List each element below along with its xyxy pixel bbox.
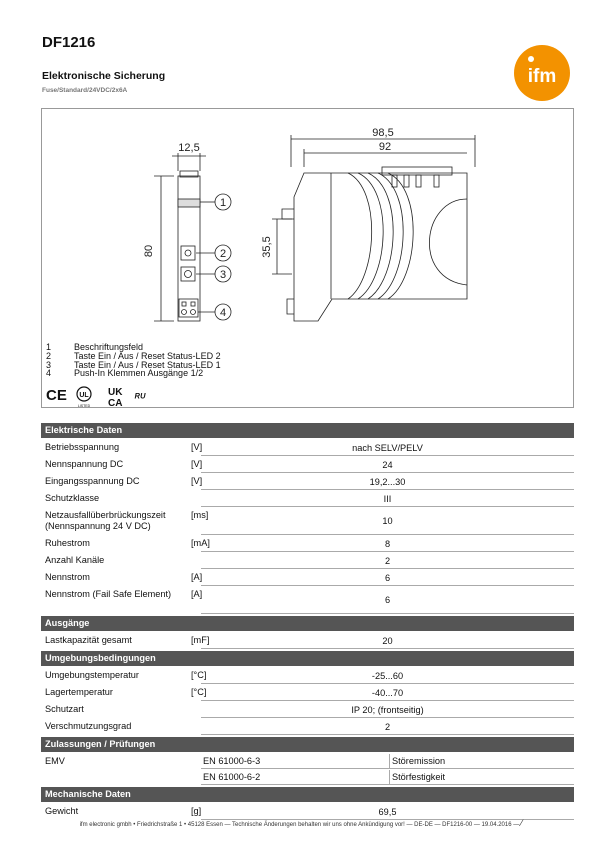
spec-value: -25...60: [201, 668, 574, 684]
spec-label: Umgebungstemperatur: [45, 670, 139, 680]
table-row: [41, 570, 574, 586]
spec-unit: [V]: [191, 459, 203, 469]
section-header-ambient: Umgebungsbedingungen: [41, 651, 574, 666]
spec-value: 10: [201, 508, 574, 535]
spec-label: Nennspannung DC: [45, 459, 124, 469]
product-name: Elektronische Sicherung: [42, 70, 166, 82]
legend-num: 4: [46, 368, 52, 379]
spec-label: Schutzklasse: [45, 493, 100, 503]
table-row: [41, 754, 574, 769]
svg-text:CA: CA: [108, 398, 123, 408]
table-row: [41, 702, 574, 718]
standard-desc: Störemission: [389, 754, 574, 769]
spec-label: Nennstrom: [45, 572, 90, 582]
spec-value: -40...70: [201, 685, 574, 701]
spec-label: EMV: [45, 756, 65, 766]
spec-value: 2: [201, 719, 574, 735]
spec-value: 20: [201, 633, 574, 649]
ukca-mark-icon: UK: [108, 387, 123, 398]
table-row: [41, 553, 574, 569]
spec-unit: [A]: [191, 589, 203, 599]
product-code: DF1216: [42, 34, 96, 51]
spec-label: Eingangsspannung DC: [45, 476, 140, 486]
spec-label: Verschmutzungsgrad: [45, 721, 132, 731]
svg-text:UL: UL: [79, 392, 89, 399]
spec-label: Lagertemperatur: [45, 687, 113, 697]
spec-unit: [mA]: [191, 538, 210, 548]
spec-label: Anzahl Kanäle: [45, 555, 105, 565]
spec-label: Lastkapazität gesamt: [45, 635, 132, 645]
spec-unit: [V]: [191, 442, 203, 452]
logo-text: ifm: [527, 66, 557, 87]
spec-label: Netzausfallüberbrückungszeit (Nennspannung 24 V DC): [45, 510, 166, 531]
spec-value: 2: [201, 553, 574, 569]
callout-4: 4: [219, 307, 227, 319]
callout-1: 1: [219, 197, 227, 209]
page-number-icon: ⁄: [520, 818, 523, 828]
spec-unit: [191, 719, 197, 735]
standard-value: EN 61000-6-3: [201, 754, 389, 769]
spec-value: III: [201, 491, 574, 507]
legend-text: Taste Ein / Aus / Reset Status-LED 1: [74, 359, 221, 370]
certification-marks: [46, 384, 166, 408]
spec-unit: [191, 553, 197, 569]
table-row: [41, 491, 574, 507]
ce-mark-icon: CE: [46, 387, 67, 404]
spec-value: 19,2...30: [201, 474, 574, 490]
section-header-approvals: Zulassungen / Prüfungen: [41, 737, 574, 752]
dim-led: 35,5: [261, 236, 273, 258]
legend-num: 1: [46, 342, 52, 352]
legend-text: Taste Ein / Aus / Reset Status-LED 2: [74, 350, 221, 361]
product-variant: Fuse/Standard/24VDC/2x6A: [42, 87, 128, 94]
table-row: [41, 587, 574, 614]
spec-value: IP 20; (frontseitig): [201, 702, 574, 718]
standard-desc: Störfestigkeit: [389, 770, 574, 785]
legend-text: Push-In Klemmen Ausgänge 1/2: [74, 368, 204, 379]
page-footer: [0, 818, 602, 828]
spec-value: 24: [201, 457, 574, 473]
spec-unit: [191, 702, 197, 718]
table-row: [41, 668, 574, 684]
table-row: [41, 633, 574, 649]
spec-unit: [A]: [191, 572, 203, 582]
spec-value: 6: [201, 587, 574, 614]
spec-label: Schutzart: [45, 704, 84, 714]
drawing-legend: [46, 343, 221, 378]
spec-label: Betriebsspannung: [45, 442, 120, 452]
ur-mark-icon: ᴿᵁ: [134, 392, 146, 404]
spec-unit: [ms]: [191, 510, 209, 520]
legend-num: 2: [46, 350, 52, 361]
section-header-outputs: Ausgänge: [41, 616, 574, 631]
spec-unit: [V]: [191, 476, 203, 486]
section-header-electrical: Elektrische Daten: [41, 423, 574, 438]
spec-label: Nennstrom (Fail Safe Element): [45, 589, 172, 599]
spec-unit: [mF]: [191, 635, 210, 645]
spec-label: [41, 770, 197, 785]
standard-value: EN 61000-6-2: [201, 770, 389, 785]
table-row: [41, 770, 574, 785]
table-row: [41, 508, 574, 535]
svg-text:LISTED: LISTED: [77, 404, 91, 408]
callout-2: 2: [219, 248, 227, 260]
spec-unit: [191, 491, 197, 507]
spec-value: 8: [201, 536, 574, 552]
legend-num: 3: [46, 359, 52, 370]
spec-unit: [g]: [191, 806, 202, 816]
dim-body: 92: [378, 141, 392, 153]
callout-3: 3: [219, 269, 227, 281]
section-header-mechanical: Mechanische Daten: [41, 787, 574, 802]
footer-text: ifm electronic gmbh • Friedrichstraße 1 • 45128 Essen — Technische Änderungen behalten wir uns ohne Ankündigung vor! — DE-DE — DF1216-00 — 19.04.2016 —: [79, 822, 520, 828]
table-row: [41, 719, 574, 735]
spec-label: Gewicht: [45, 806, 79, 816]
table-row: [41, 474, 574, 490]
dim-height: 80: [143, 244, 155, 258]
table-row: [41, 457, 574, 473]
spec-label: Ruhestrom: [45, 538, 90, 548]
table-row: [41, 440, 574, 456]
spec-unit: [°C]: [191, 670, 207, 680]
spec-value: 69,5: [201, 804, 574, 820]
ifm-logo: [513, 44, 571, 102]
legend-text: Beschriftungsfeld: [74, 342, 144, 352]
dim-total: 98,5: [372, 127, 394, 139]
spec-table: [41, 423, 574, 821]
legend-item: [46, 369, 221, 378]
table-row: [41, 536, 574, 552]
table-row: [41, 685, 574, 701]
spec-value: nach SELV/PELV: [201, 440, 574, 456]
spec-unit: [°C]: [191, 687, 207, 697]
spec-value: 6: [201, 570, 574, 586]
dim-width-small: 12,5: [178, 142, 200, 154]
